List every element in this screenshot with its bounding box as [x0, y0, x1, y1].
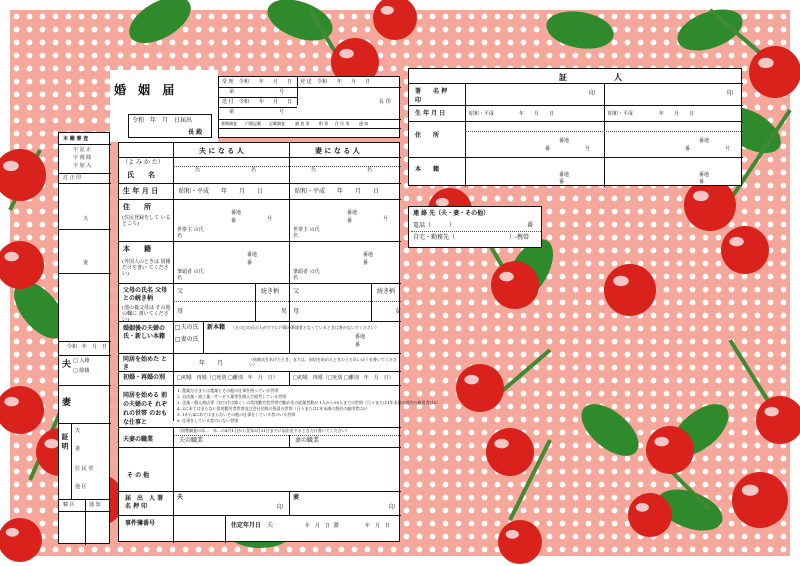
cherry-icon	[373, 0, 417, 40]
other-label: そ の 他	[127, 472, 150, 479]
w2-era: 昭和・平成	[608, 111, 634, 117]
left-proof-row: 夫	[75, 428, 81, 434]
witness-title: 証 人	[559, 72, 625, 82]
left-enroll: □ 入籍	[73, 358, 90, 364]
leaf-icon	[572, 394, 647, 465]
h-birth[interactable]: 昭和・平成 年 月 日	[179, 188, 264, 195]
left-footer: 韓 区	[63, 502, 75, 508]
w1-h-ban: 番	[559, 179, 565, 185]
w1-ban: 番	[545, 146, 551, 152]
send-y: 年	[337, 79, 343, 85]
work-label: 同居を始める 前の夫婦のそ れぞれの世帯 のおもな仕事と	[123, 392, 168, 426]
left-verification-panel	[58, 132, 110, 544]
receipt-y: 年	[259, 79, 265, 85]
witness-box	[408, 68, 742, 186]
cherry-icon	[491, 261, 539, 309]
date-line: 令和 年 月 日届出	[132, 117, 193, 124]
w-ban: 番	[347, 218, 353, 224]
cherry-icon	[0, 149, 46, 201]
work-item: 1. 農業だけまたは農業とその他の仕事を持っている世帯	[177, 388, 279, 393]
left-wife: 妻	[83, 260, 89, 266]
w-mother: 母	[293, 308, 300, 315]
surname-label: 婚姻後の夫婦の 氏・新しい本籍	[123, 325, 166, 341]
receipt-era: 令和	[239, 79, 250, 85]
forward-y: 年	[259, 99, 265, 105]
cohabit-date[interactable]: 年 月	[199, 360, 224, 367]
w-occupation[interactable]: 妻の職業	[295, 437, 320, 444]
cherry-shine-icon	[636, 503, 649, 512]
new-honseki-label: 新本籍	[207, 324, 226, 331]
contact-mobile: ）-携帯	[509, 234, 530, 241]
address-note: (住民登録をして いるところ)	[122, 215, 171, 227]
leaf-icon	[122, 0, 199, 53]
residence-label: 住定年月日	[231, 522, 262, 529]
name-label: 氏 名	[127, 170, 155, 179]
w-head: 筆頭者 の氏名	[293, 269, 320, 281]
witness-honseki-label: 本 籍	[415, 166, 440, 173]
honseki-label: 本 籍	[123, 244, 151, 253]
forward-d: 日	[287, 99, 293, 105]
h-son: 男	[281, 308, 288, 315]
furigana-label: （よ み か た）	[122, 159, 164, 166]
contact-ban: 番	[527, 222, 534, 229]
w2-h-ban: 番	[699, 179, 705, 185]
cherry-shine-icon	[764, 407, 778, 417]
left-header: 本 籍 審 査	[63, 136, 89, 142]
receipt-go: 号	[279, 89, 285, 95]
cherry-icon	[684, 179, 736, 231]
cherry-icon	[498, 520, 542, 564]
w2-banchi: 番地	[699, 138, 710, 144]
h-occupation[interactable]: 夫の職業	[179, 437, 204, 444]
h-head: 筆頭者 の氏名	[177, 269, 204, 281]
contact-home[interactable]: 自宅・勤務先（	[413, 234, 456, 241]
left-footer: 通 知	[89, 502, 101, 508]
w-honseki-ban: 番	[363, 260, 369, 266]
w2-date: 年 月 日	[659, 111, 695, 117]
w-seal[interactable]: 印	[389, 504, 396, 511]
witness-address-label: 住 所	[415, 132, 440, 139]
witness-birth-label: 生 年 月 日	[415, 110, 446, 117]
w-father: 父	[293, 288, 300, 295]
h-remarriage[interactable]: □初婚 再婚（□死別 □離別 年 月 日）	[177, 375, 278, 381]
remarriage-label: 初婚・再婚の別	[123, 374, 166, 381]
w-banchi: 番地	[347, 210, 358, 216]
cherry-shine-icon	[758, 58, 774, 68]
contact-phone[interactable]: 電話（ ）	[413, 222, 456, 229]
receipt-m: 月	[273, 79, 279, 85]
work-item: 3. 企業・個人商店等（官公庁は除く）の常用勤労者世帯で勤め先の従業者数が 1人から99人までの世帯（日々または1年未満の契約の雇用者は5）	[177, 400, 441, 405]
opt-husband-surname[interactable]: □夫の氏	[175, 324, 199, 331]
cherry-icon	[0, 241, 44, 289]
staff-cell: 調 査 票	[295, 121, 310, 126]
receipt-label: 受 理	[222, 79, 234, 85]
left-remove: □ 除籍	[73, 368, 90, 374]
work-item: 5. 1から4にあてはまらないその他の仕事をしている者のいる世帯	[177, 412, 296, 417]
left-item: 字 加 入	[73, 163, 92, 169]
cherry-shine-icon	[381, 6, 394, 15]
cherry-icon	[0, 518, 42, 562]
cherry-shine-icon	[339, 49, 353, 59]
leaf-icon	[543, 6, 616, 53]
left-w-mark: 妻	[62, 398, 72, 408]
h-relation: 続き柄	[261, 288, 280, 295]
h-ban: 番	[231, 218, 237, 224]
w-householder: 世帯主 の氏名	[293, 227, 320, 239]
receipt-d: 日	[287, 79, 293, 85]
w1-h-banchi: 番地	[559, 172, 570, 178]
staff-cell: 戸籍記載	[245, 121, 261, 126]
left-proof-row: 他 区	[75, 484, 87, 490]
h-banchi: 番地	[231, 210, 242, 216]
receipt-no: 第	[229, 89, 235, 95]
w-daughter: 女	[395, 308, 402, 315]
cherry-icon	[0, 386, 44, 434]
w-go: 号	[383, 216, 389, 222]
h-honseki-ban: 番	[247, 260, 253, 266]
w1-go: 号	[585, 146, 591, 152]
signer-wife: 妻	[293, 494, 300, 501]
cherry-shine-icon	[499, 272, 513, 282]
receipt-block	[218, 76, 400, 138]
cherry-shine-icon	[613, 276, 629, 286]
h-go: 号	[267, 216, 273, 222]
honseki-note: (外国人のときは 国籍だけを書い てください)	[122, 259, 171, 277]
addressee: 長 殿	[188, 129, 203, 136]
form-title: 婚 姻 届	[114, 83, 179, 97]
h-father: 父	[177, 288, 184, 295]
cherry-shine-icon	[4, 252, 18, 262]
left-proof-row: 妻	[75, 446, 81, 452]
staff-cell: 書類調査	[221, 121, 237, 126]
h-householder: 世帯主 の氏名	[177, 227, 204, 239]
cherry-shine-icon	[6, 528, 19, 537]
w2-go: 号	[725, 146, 731, 152]
cherry-shine-icon	[4, 397, 18, 407]
left-date: 令和 年 月 日	[67, 344, 108, 350]
w-honseki-banchi: 番地	[363, 252, 374, 258]
cherry-icon	[486, 428, 534, 476]
case-no-label: 事件簿番号	[125, 520, 156, 527]
cherry-shine-icon	[693, 191, 709, 201]
w2-ban: 番	[685, 146, 691, 152]
contact-box	[408, 206, 542, 248]
wife-col-header: 妻 に な る 人	[315, 146, 360, 155]
parents-note: (他の養父母は その他の欄に 書いてください)	[122, 305, 171, 323]
cherry-shine-icon	[654, 437, 668, 447]
w-birth[interactable]: 昭和・平成 年 月 日	[295, 188, 380, 195]
h-seal[interactable]: 印	[277, 504, 284, 511]
w-given: 名	[367, 167, 373, 173]
cherry-icon	[628, 493, 672, 537]
signer-husband: 夫	[177, 494, 184, 501]
witness1-seal[interactable]: 印	[589, 90, 596, 97]
husband-col-header: 夫 に な る 人	[199, 146, 244, 155]
cherry-icon	[604, 264, 656, 316]
forward-no: 第	[229, 109, 235, 115]
cherry-shine-icon	[729, 237, 743, 247]
left-item: 宇 記 正	[73, 147, 92, 153]
w1-date: 年 月 日	[519, 111, 555, 117]
send-label: 発 送	[300, 79, 312, 85]
cohabit-label: 同居を始めた と き	[123, 356, 168, 372]
forward-era: 令和	[239, 99, 250, 105]
parents-label: 父母の氏名 父母との続き柄	[123, 287, 168, 302]
h-mother: 母	[177, 308, 184, 315]
work-item: 4. 3にあてはまらない常用勤労者世帯及び会社団体の役員の世帯（日々または1年未満の契約の雇用者は5）	[177, 406, 370, 411]
res-w-date: 年 月 日	[365, 523, 391, 529]
w-remarriage[interactable]: □初婚 再婚（□死別 □離別 年 月 日）	[293, 375, 394, 381]
occupation-note: （国勢調査の年… 年…の4月1日から翌年3月31日までに届出をするときだけ書いてください）	[177, 428, 350, 433]
h-surname: 氏	[195, 167, 201, 173]
work-item: 6. 仕事をしている者のいない世帯	[177, 418, 239, 423]
occupation-label: 夫妻の職業	[123, 436, 154, 443]
res-h-date: 年 月 日	[305, 523, 331, 529]
nh-banchi: 番地	[355, 334, 366, 340]
left-proof-row: 住 民 票	[75, 466, 94, 472]
staff-cell: 通 知	[359, 121, 369, 126]
w1-era: 昭和・平成	[469, 111, 495, 117]
work-item: 2. 自由業・商工業・サービス業等を個人で経営している世帯	[177, 394, 287, 399]
cherry-icon	[732, 472, 788, 528]
cohabit-note: （結婚式をあげたとき、または、同居を始めたときのうち早いほうを書いてください）	[249, 357, 397, 368]
cherry-icon	[646, 426, 694, 474]
new-honseki-note: （左の□の氏の人がすでに戸籍の筆頭者となっているときは書かないでください）	[231, 325, 379, 330]
h-given: 名	[251, 167, 257, 173]
cherry-shine-icon	[742, 485, 759, 496]
send-era: 令和	[317, 79, 328, 85]
witness2-seal[interactable]: 印	[727, 90, 734, 97]
cherry-icon	[456, 364, 504, 412]
witness-sign-label: 署 名 押 印	[415, 88, 460, 104]
left-proof: 証 明	[61, 433, 70, 450]
h-honseki-banchi: 番地	[247, 252, 258, 258]
cherry-shine-icon	[44, 439, 58, 449]
nh-ban: 番	[355, 342, 361, 348]
address-label: 住 所	[123, 202, 151, 211]
cherry-shine-icon	[3, 161, 19, 171]
forward-label: 送 付	[222, 99, 234, 105]
send-m: 月	[351, 79, 357, 85]
birth-label: 生 年 月 日	[123, 186, 159, 195]
staff-cell: 住 民 票	[335, 121, 350, 126]
signer-label: 届 出 人 署 名 押 印	[125, 495, 164, 511]
forward-m: 月	[273, 99, 279, 105]
left-h-mark: 夫	[62, 360, 72, 370]
cherry-icon	[721, 226, 769, 274]
send-d: 日	[365, 79, 371, 85]
w-surname: 氏	[311, 167, 317, 173]
staff-cell: 附 票	[319, 121, 329, 126]
res-husband: 夫	[267, 522, 274, 529]
left-husband: 夫	[83, 216, 89, 222]
cherry-icon	[749, 46, 800, 98]
opt-wife-surname[interactable]: □妻の氏	[175, 336, 199, 343]
w-relation: 続き柄	[377, 288, 396, 295]
form-page	[10, 10, 790, 556]
cherry-shine-icon	[464, 375, 478, 385]
w2-h-banchi: 番地	[699, 172, 710, 178]
cherry-shine-icon	[494, 439, 508, 449]
left-seal-label: 訂 正 印	[63, 175, 82, 181]
staff-cell: 記載調査	[269, 121, 285, 126]
res-wife: 妻	[333, 522, 340, 529]
contact-title: 連 絡 先（夫・妻・その他）	[413, 210, 490, 217]
w1-banchi: 番地	[559, 138, 570, 144]
left-item: 字 削 除	[73, 155, 92, 161]
forward-go: 号	[279, 109, 285, 115]
cherry-shine-icon	[506, 530, 519, 539]
chief-seal: 長 印	[379, 99, 391, 105]
cherry-icon	[756, 396, 800, 444]
